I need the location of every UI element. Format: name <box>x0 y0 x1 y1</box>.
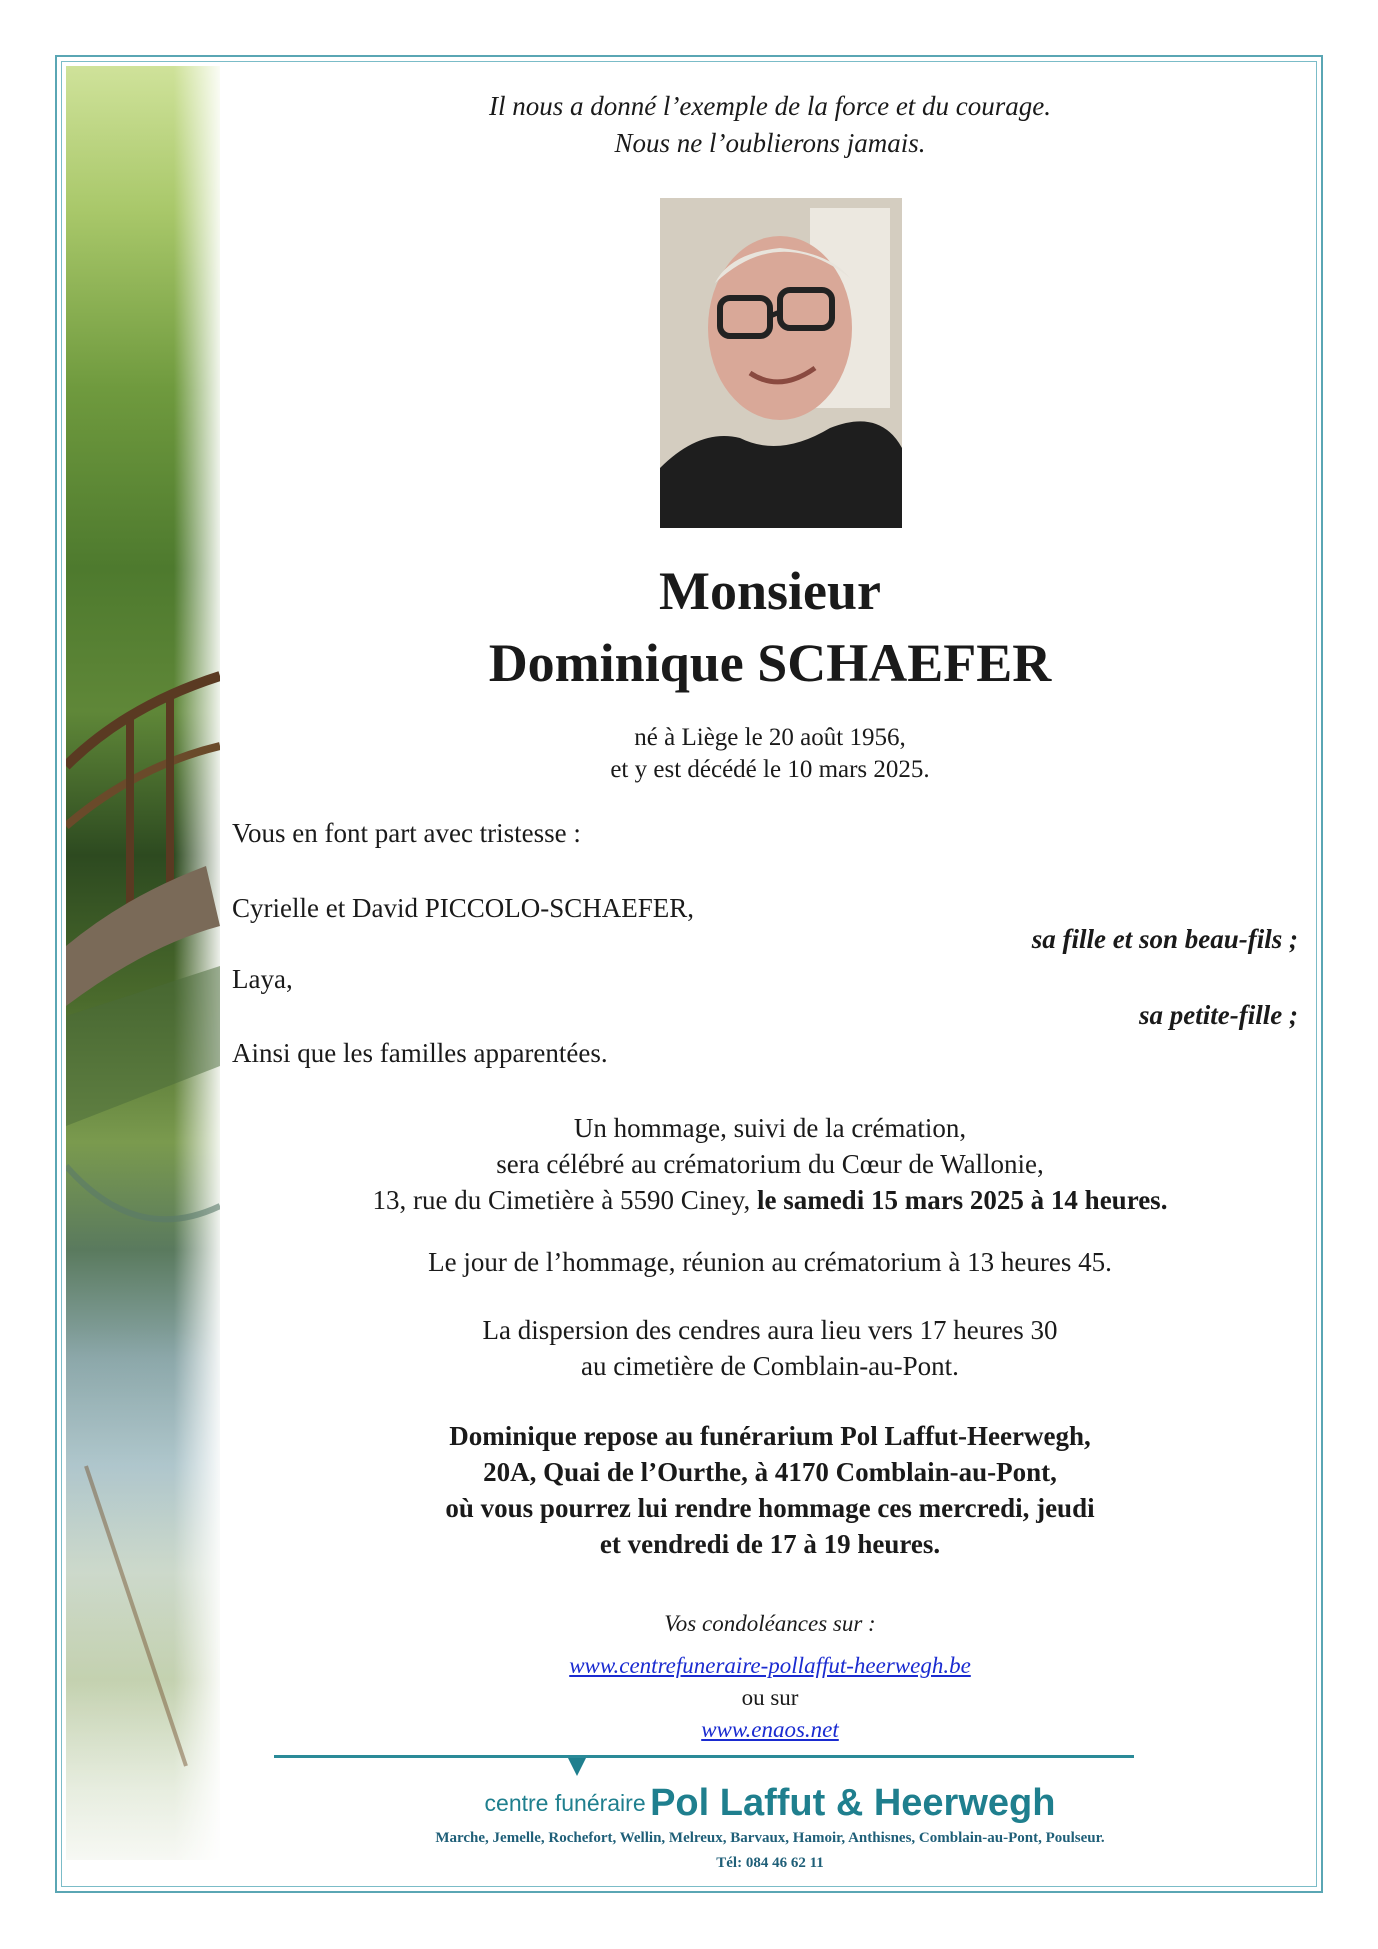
meeting-info: Le jour de l’hommage, réunion au crématorium à 13 heures 45. <box>428 1247 1112 1277</box>
funerarium-line-4: et vendredi de 17 à 19 heures. <box>599 1529 941 1559</box>
bridge-illustration <box>66 66 220 1860</box>
family-member-relation: sa fille et son beau-fils ; <box>1031 924 1298 954</box>
side-landscape-image <box>66 66 220 1860</box>
family-member-relation: sa petite-fille ; <box>1139 1000 1298 1030</box>
logo-triangle-icon <box>568 1758 586 1776</box>
honorific-title: Monsieur <box>659 561 881 621</box>
funeral-center-logo <box>240 1782 1300 1825</box>
ceremony-line-3 <box>240 1182 1300 1218</box>
ceremony-line-2: sera célébré au crématorium du Cœur de Wallonie, <box>496 1149 1044 1179</box>
funerarium-line-2: 20A, Quai de l’Ourthe, à 4170 Comblain-au-Pont, <box>483 1457 1057 1487</box>
ceremony-line-1: Un hommage, suivi de la crémation, <box>573 1113 967 1143</box>
ashes-line-1: La dispersion des cendres aura lieu vers 17 heures 30 <box>482 1315 1058 1345</box>
memorial-quote <box>240 88 1300 162</box>
funerarium-line-1: Dominique repose au funérarium Pol Laffut-Heerwegh, <box>449 1421 1091 1451</box>
death-line: et y est décédé le 10 mars 2025. <box>610 756 930 783</box>
condolences-label: Vos condoléances sur : <box>664 1611 876 1636</box>
portrait-illustration <box>660 198 902 528</box>
logo-brand-name: Pol Laffut & Heerwegh <box>650 1782 1056 1824</box>
quote-line-1: Il nous a donné l’exemple de la force et du courage. <box>488 91 1052 121</box>
ceremony-info <box>240 1110 1300 1218</box>
ashes-info <box>240 1312 1300 1384</box>
phone-number: Tél: 084 46 62 11 <box>716 1855 824 1871</box>
condolences-links <box>240 1650 1300 1746</box>
portrait-photo <box>660 198 902 528</box>
locations-list: Marche, Jemelle, Rochefort, Wellin, Melreux, Barvaux, Hamoir, Anthisnes, Comblain-au-Pont, Poulseur. <box>435 1830 1105 1846</box>
birth-line: né à Liège le 20 août 1956, <box>634 724 906 751</box>
quote-line-2: Nous ne l’oublierons jamais. <box>614 128 926 158</box>
funerarium-line-3: où vous pourrez lui rendre hommage ces mercredi, jeudi <box>445 1493 1095 1523</box>
ashes-line-2: au cimetière de Comblain-au-Pont. <box>581 1351 959 1381</box>
ceremony-address: 13, rue du Cimetière à 5590 Ciney, <box>372 1185 751 1215</box>
family-member-name: Laya, <box>232 964 293 994</box>
deceased-name: Dominique SCHAEFER <box>488 633 1052 693</box>
enaos-link[interactable]: www.enaos.net <box>701 1717 839 1742</box>
announcement-intro: Vous en font part avec tristesse : <box>232 818 581 848</box>
birth-death-info <box>240 722 1300 786</box>
funerarium-info <box>240 1418 1300 1562</box>
family-member-name: Cyrielle et David PICCOLO-SCHAEFER, <box>232 893 694 923</box>
ceremony-date: le samedi 15 mars 2025 à 14 heures. <box>756 1185 1168 1215</box>
funeral-center-link[interactable]: www.centrefuneraire-pollaffut-heerwegh.be <box>569 1653 971 1678</box>
or-text: ou sur <box>741 1685 799 1710</box>
logo-small-text: centre funéraire <box>484 1790 646 1816</box>
announcement-closing: Ainsi que les familles apparentées. <box>232 1038 608 1068</box>
footer-divider <box>274 1755 1134 1758</box>
